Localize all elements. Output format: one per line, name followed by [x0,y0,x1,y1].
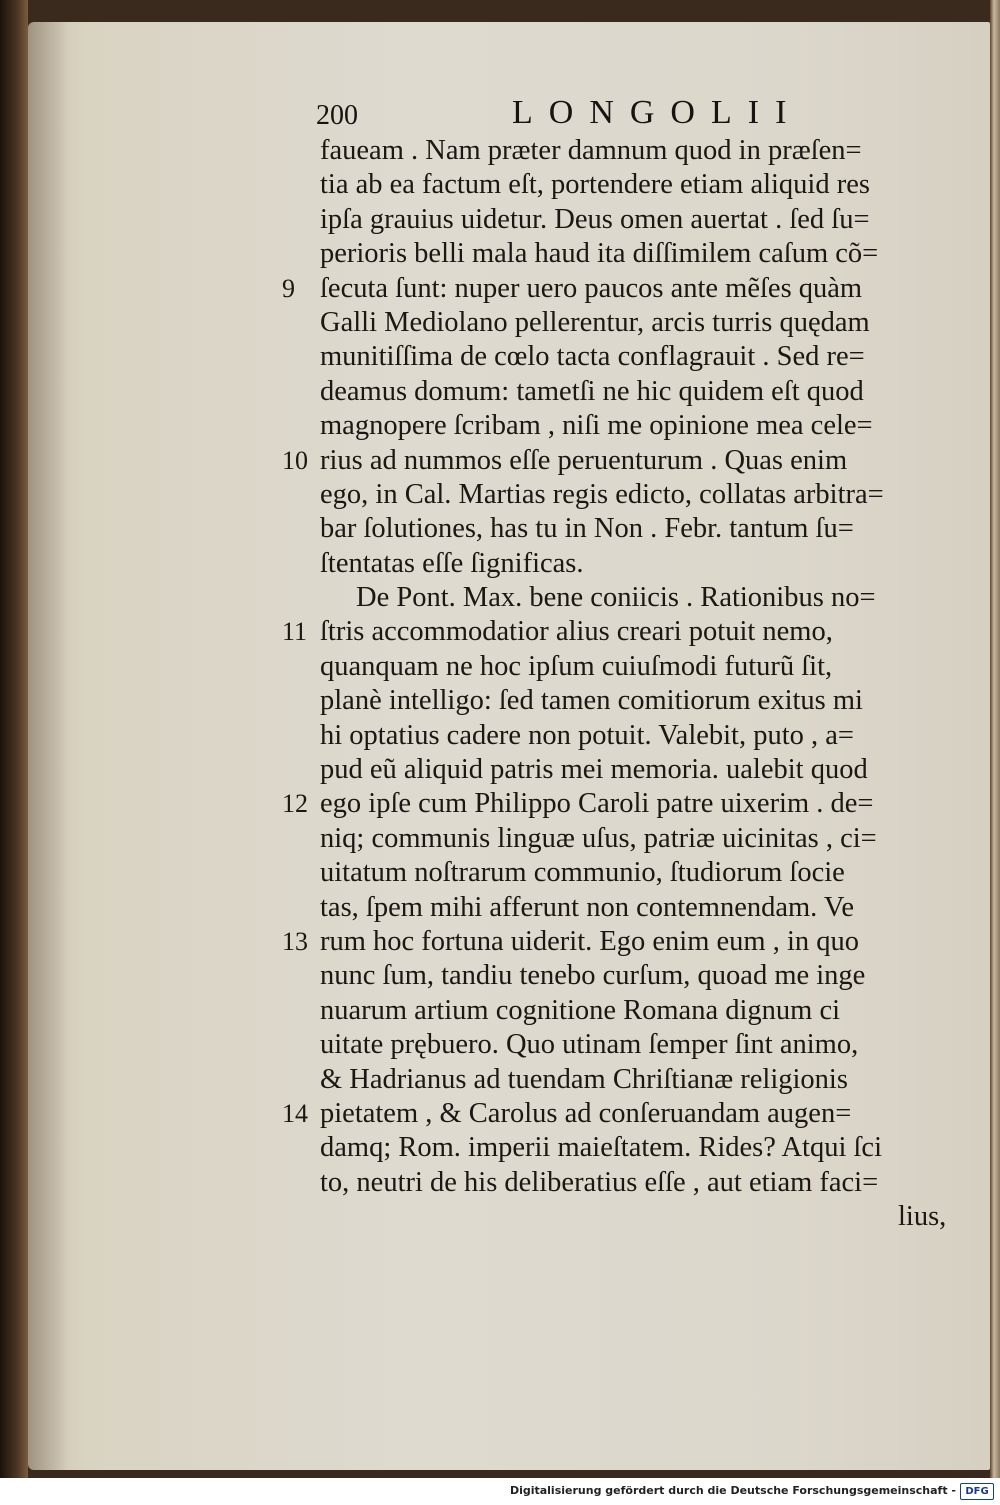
text-line [28,994,990,1028]
text-line [28,375,990,409]
footer-bar [0,1478,1000,1505]
text-line [28,925,990,959]
line-text: bar ſolutiones, has tu in Non . Febr. tantum ſu= [320,513,854,545]
book-page [28,22,990,1470]
line-text: munitiſſima de cœlo tacta conflagrauit . Sed re= [320,341,865,373]
line-text: pud eũ aliquid patris mei memoria. ualebit quod [320,754,868,786]
line-text: De Pont. Max. bene coniicis . Rationibus no= [356,582,876,614]
marginal-number: 11 [282,617,308,647]
text-line [28,822,990,856]
text-line [28,1097,990,1131]
line-text: Galli Mediolano pellerentur, arcis turris quędam [320,306,870,338]
text-line [28,1131,990,1165]
text-line [28,1028,990,1062]
text-line [28,237,990,271]
line-text: perioris belli mala haud ita diſſimilem caſum cõ= [320,238,879,270]
text-line [28,340,990,374]
line-text: hi optatius cadere non potuit. Valebit, puto , a= [320,719,854,751]
text-line [28,306,990,340]
line-text: ipſa grauius uidetur. Deus omen auertat . ſed ſu= [320,203,870,235]
body-text [28,134,990,1235]
marginal-number: 14 [282,1098,308,1128]
text-line [28,959,990,993]
line-text: ſtris accommodatior alius creari potuit nemo, [320,616,833,648]
line-text: rum hoc fortuna uiderit. Ego enim eum , in quo [320,925,860,957]
text-line [28,272,990,306]
line-text: ſecuta ſunt: nuper uero paucos ante mẽſes quàm [320,272,863,304]
line-text: niq; communis linguæ uſus, patriæ uicinitas , ci= [320,822,877,854]
line-text: & Hadrianus ad tuendam Chriſtianæ religionis [320,1063,848,1095]
line-text: quanquam ne hoc ipſum cuiuſmodi futurũ ſit, [320,650,833,682]
line-text: lius, [898,1201,947,1233]
line-text: tia ab ea factum eſt, portendere etiam aliquid res [320,169,870,201]
line-text: faueam . Nam præter damnum quod in præſen= [320,135,862,166]
line-text: tas, ſpem mihi afferunt non contemnendam. Ve [320,891,854,923]
running-title: LONGOLII [512,94,803,131]
page-stack-edge [990,0,1000,1478]
marginal-number: 13 [282,926,308,956]
dfg-logo: DFG [960,1483,994,1500]
line-text: uitate prębuero. Quo utinam ſemper ſint animo, [320,1029,859,1061]
line-text: ego ipſe cum Philippo Caroli patre uixerim . de= [320,788,874,820]
line-text: nuarum artium cognitione Romana dignum ci [320,994,841,1026]
line-text: uitatum noſtrarum communio, ſtudiorum ſocie [320,857,845,889]
text-line [28,787,990,821]
line-text: damq; Rom. imperii maieſtatem. Rides? Atqui ſci [320,1132,882,1164]
line-text: deamus domum: tametſi ne hic quidem eſt quod [320,375,864,407]
text-line [28,856,990,890]
text-line [28,444,990,478]
text-line [28,409,990,443]
text-line [28,581,990,615]
text-line [28,615,990,649]
text-line [28,134,990,168]
text-line [28,684,990,718]
text-line [28,1200,990,1234]
text-line [28,1063,990,1097]
text-line [28,891,990,925]
line-text: nunc ſum, tandiu tenebo curſum, quoad me inge [320,960,866,992]
text-line [28,719,990,753]
text-line [28,1166,990,1200]
line-text: planè intelligo: ſed tamen comitiorum exitus mi [320,685,863,717]
text-line [28,547,990,581]
line-text: ego, in Cal. Martias regis edicto, collatas arbitra= [320,478,884,510]
line-text: magnopere ſcribam , niſi me opinione mea cele= [320,410,873,442]
text-line [28,203,990,237]
line-text: ſtentatas eſſe ſignificas. [320,547,584,579]
text-line [28,512,990,546]
text-line [28,478,990,512]
text-line [28,168,990,202]
text-line [28,650,990,684]
text-line [28,753,990,787]
page-number: 200 [316,100,358,131]
line-text: rius ad nummos eſſe peruenturum . Quas enim [320,444,848,476]
book-spine-edge [0,0,28,1478]
funding-credit: Digitalisierung gefördert durch die Deutsche Forschungsgemeinschaft - [509,1484,956,1497]
marginal-number: 9 [282,273,295,303]
marginal-number: 12 [282,789,308,819]
marginal-number: 10 [282,445,308,475]
line-text: to, neutri de his deliberatius eſſe , aut etiam faci= [320,1166,879,1198]
line-text: pietatem , & Carolus ad conſeruandam augen= [320,1097,852,1129]
